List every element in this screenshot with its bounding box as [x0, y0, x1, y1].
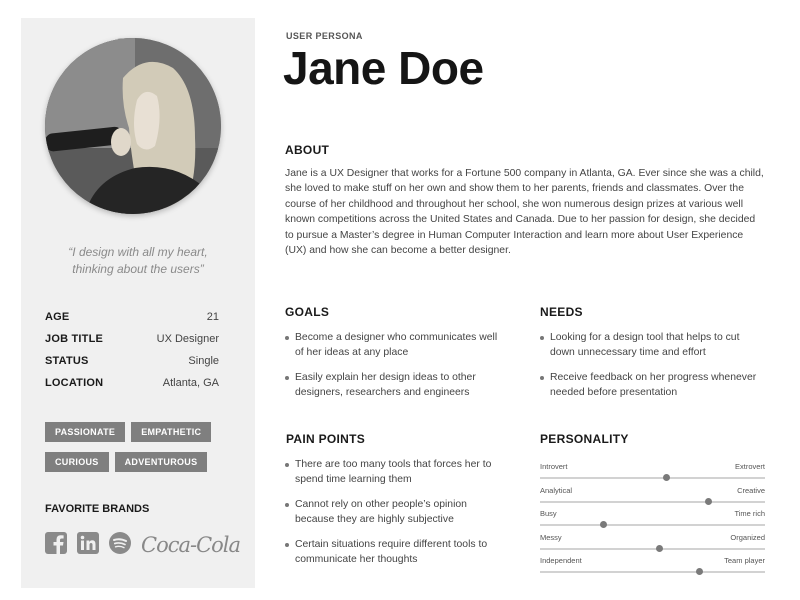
about-title: ABOUT [285, 143, 330, 157]
fact-value: UX Designer [156, 333, 219, 345]
linkedin-icon [77, 532, 99, 559]
slider-knob [696, 568, 703, 575]
personality-title: PERSONALITY [540, 432, 629, 446]
slider-track [540, 548, 765, 550]
pain-points-list [285, 457, 507, 577]
trait-slider-introvert-extrovert [540, 462, 765, 482]
fact-value: Atlanta, GA [162, 377, 219, 389]
fact-label: LOCATION [45, 377, 104, 389]
trait-left-label: Independent [540, 556, 582, 565]
list-item: Looking for a design tool that helps to cut down unnecessary time and effort [540, 330, 762, 360]
trait-slider-messy-organized [540, 533, 765, 553]
trait-right-label: Organized [730, 533, 765, 542]
spotify-icon [109, 532, 131, 559]
trait-left-label: Busy [540, 509, 557, 518]
persona-photo [45, 38, 221, 214]
slider-knob [705, 498, 712, 505]
favorite-brands [45, 532, 250, 558]
facebook-icon [45, 532, 67, 559]
quote-line-1: “I design with all my heart, [68, 245, 208, 259]
goals-list [285, 330, 507, 410]
coca-cola-logo: Coca-Cola [141, 533, 241, 557]
fact-row-status [45, 354, 219, 376]
trait-slider-independent-team-player [540, 556, 765, 576]
about-text: Jane is a UX Designer that works for a Fortune 500 company in Atlanta, GA. Ever since she was a child, she loved to make stuff on her own and show them to her parents, friends and classmates. Over the course of her childhood and throughout her school, she won numerous design prizes at various well known competitions across the United States and Canada. Due to her passion for design, she decided to pursue a Master’s degree in Human Computer Interaction and learn more about User Experience (UX) and how she can become a better designer. [285, 168, 764, 257]
slider-track [540, 501, 765, 503]
trait-right-label: Team player [724, 556, 765, 565]
sidebar [21, 18, 255, 588]
trait-right-label: Creative [737, 486, 765, 495]
fact-row-age [45, 310, 219, 332]
trait-slider-analytical-creative [540, 486, 765, 506]
trait-slider-busy-time-rich [540, 509, 765, 529]
trait-left-label: Analytical [540, 486, 573, 495]
fact-value: 21 [206, 311, 219, 323]
needs-list [540, 330, 762, 410]
list-item: Easily explain her design ideas to other designers, researchers and engineers [285, 370, 507, 400]
goals-title: GOALS [285, 305, 330, 319]
fact-value: Single [188, 355, 219, 367]
list-item: Receive feedback on her progress whenever needed before presentation [540, 370, 762, 400]
tag-adventurous: ADVENTUROUS [115, 452, 208, 472]
fact-label: JOB TITLE [45, 333, 104, 345]
avatar [45, 38, 221, 214]
slider-track [540, 571, 765, 573]
list-item: Become a designer who communicates well of her ideas at any place [285, 330, 507, 360]
pain-points-title: PAIN POINTS [286, 432, 366, 446]
list-item: Cannot rely on other people’s opinion because they are highly subjective [285, 497, 507, 527]
tag-curious: CURIOUS [45, 452, 109, 472]
list-item: There are too many tools that forces her to spend time learning them [285, 457, 507, 487]
trait-right-label: Time rich [734, 509, 765, 518]
slider-track [540, 477, 765, 479]
needs-title: NEEDS [540, 305, 583, 319]
fact-label: STATUS [45, 355, 89, 367]
list-item: Certain situations require different tools to communicate her thoughts [285, 537, 507, 567]
persona-facts [45, 310, 219, 398]
favorite-brands-title: FAVORITE BRANDS [45, 503, 150, 515]
quote-line-2: thinking about the users” [72, 262, 204, 276]
persona-name: Jane Doe [283, 42, 484, 94]
page-eyebrow: USER PERSONA [286, 31, 363, 41]
fact-row-location [45, 376, 219, 398]
persona-quote [21, 244, 255, 278]
tag-passionate: PASSIONATE [45, 422, 125, 442]
trait-tags [45, 422, 245, 482]
trait-left-label: Messy [540, 533, 562, 542]
slider-knob [600, 521, 607, 528]
trait-left-label: Introvert [540, 462, 568, 471]
tag-empathetic: EMPATHETIC [131, 422, 211, 442]
slider-knob [663, 474, 670, 481]
fact-label: AGE [45, 311, 70, 323]
slider-knob [656, 545, 663, 552]
slider-track [540, 524, 765, 526]
trait-right-label: Extrovert [734, 462, 765, 471]
fact-row-job-title [45, 332, 219, 354]
